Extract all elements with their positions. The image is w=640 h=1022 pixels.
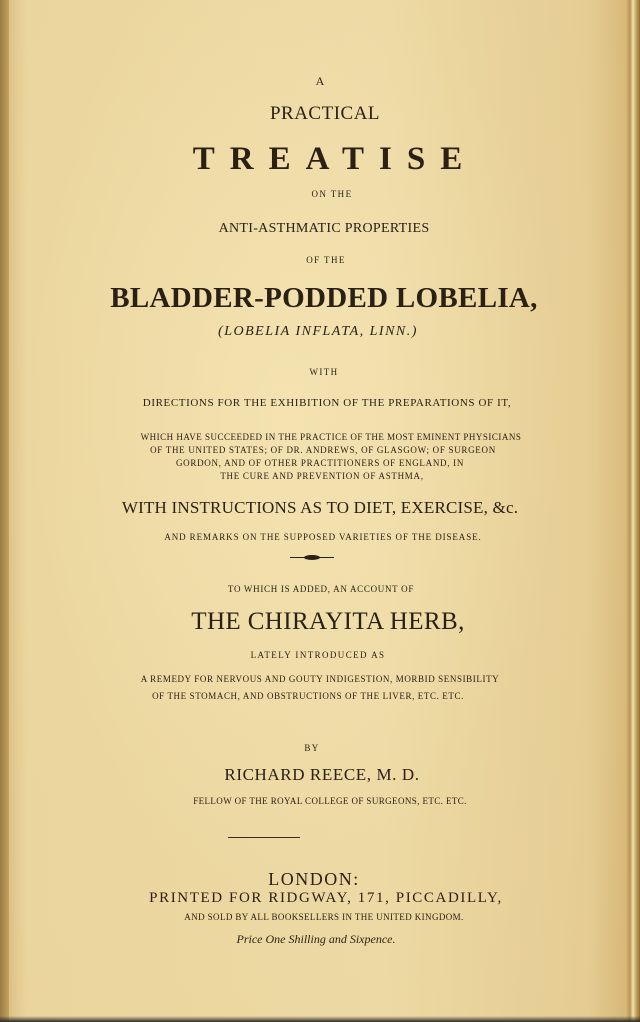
ornamental-rule [290,555,334,560]
title-london: LONDON: [268,869,360,889]
title-which-line-3: GORDON, AND OF OTHER PRACTITIONERS OF ENGLAND, IN [175,458,465,468]
title-main-subject: BLADDER-PODDED LOBELIA, [110,282,538,314]
title-which-line-2: OF THE UNITED STATES; OF DR. ANDREWS, OF GLASGOW; OF SURGEON [150,445,496,455]
title-which-line-4: THE CURE AND PREVENTION OF ASTHMA, [220,471,424,481]
title-printed-for: PRINTED FOR RIDGWAY, 171, PICCADILLY, [149,890,503,906]
title-latin-name: (LOBELIA INFLATA, LINN.) [218,324,418,339]
divider-rule [228,837,300,838]
title-fellow: FELLOW OF THE ROYAL COLLEGE OF SURGEONS, ETC. ETC. [193,796,467,806]
title-with: WITH [309,367,339,377]
title-which-line-1: WHICH HAVE SUCCEEDED IN THE PRACTICE OF THE MOST EMINENT PHYSICIANS [140,432,522,442]
title-directions: DIRECTIONS FOR THE EXHIBITION OF THE PREPARATIONS OF IT, [142,397,512,409]
title-remedy-line-2: OF THE STOMACH, AND OBSTRUCTIONS OF THE LIVER, ETC. ETC. [152,691,464,701]
title-lately: LATELY INTRODUCED AS [250,650,386,660]
title-instructions: WITH INSTRUCTIONS AS TO DIET, EXERCISE, &c. [121,498,519,517]
title-sold-by: AND SOLD BY ALL BOOKSELLERS IN THE UNITED KINGDOM. [184,912,464,922]
title-article: A [315,74,325,88]
title-on-the: ON THE [311,189,353,199]
title-treatise: TREATISE [192,141,478,177]
title-of-the: OF THE [306,255,346,265]
title-remedy-line-1: A REMEDY FOR NERVOUS AND GOUTY INDIGESTION, MORBID SENSIBILITY [140,674,500,684]
title-to-which: TO WHICH IS ADDED, AN ACCOUNT OF [227,584,415,594]
title-chirayita: THE CHIRAYITA HERB, [191,608,465,635]
title-anti-asthmatic: ANTI-ASTHMATIC PROPERTIES [218,221,430,236]
page-shadow [0,1016,640,1022]
title-author: RICHARD REECE, M. D. [224,765,420,784]
title-price: Price One Shilling and Sixpence. [236,932,396,946]
title-practical: PRACTICAL [269,103,381,124]
title-remarks: AND REMARKS ON THE SUPPOSED VARIETIES OF THE DISEASE. [164,532,482,542]
title-by: BY [304,743,320,753]
